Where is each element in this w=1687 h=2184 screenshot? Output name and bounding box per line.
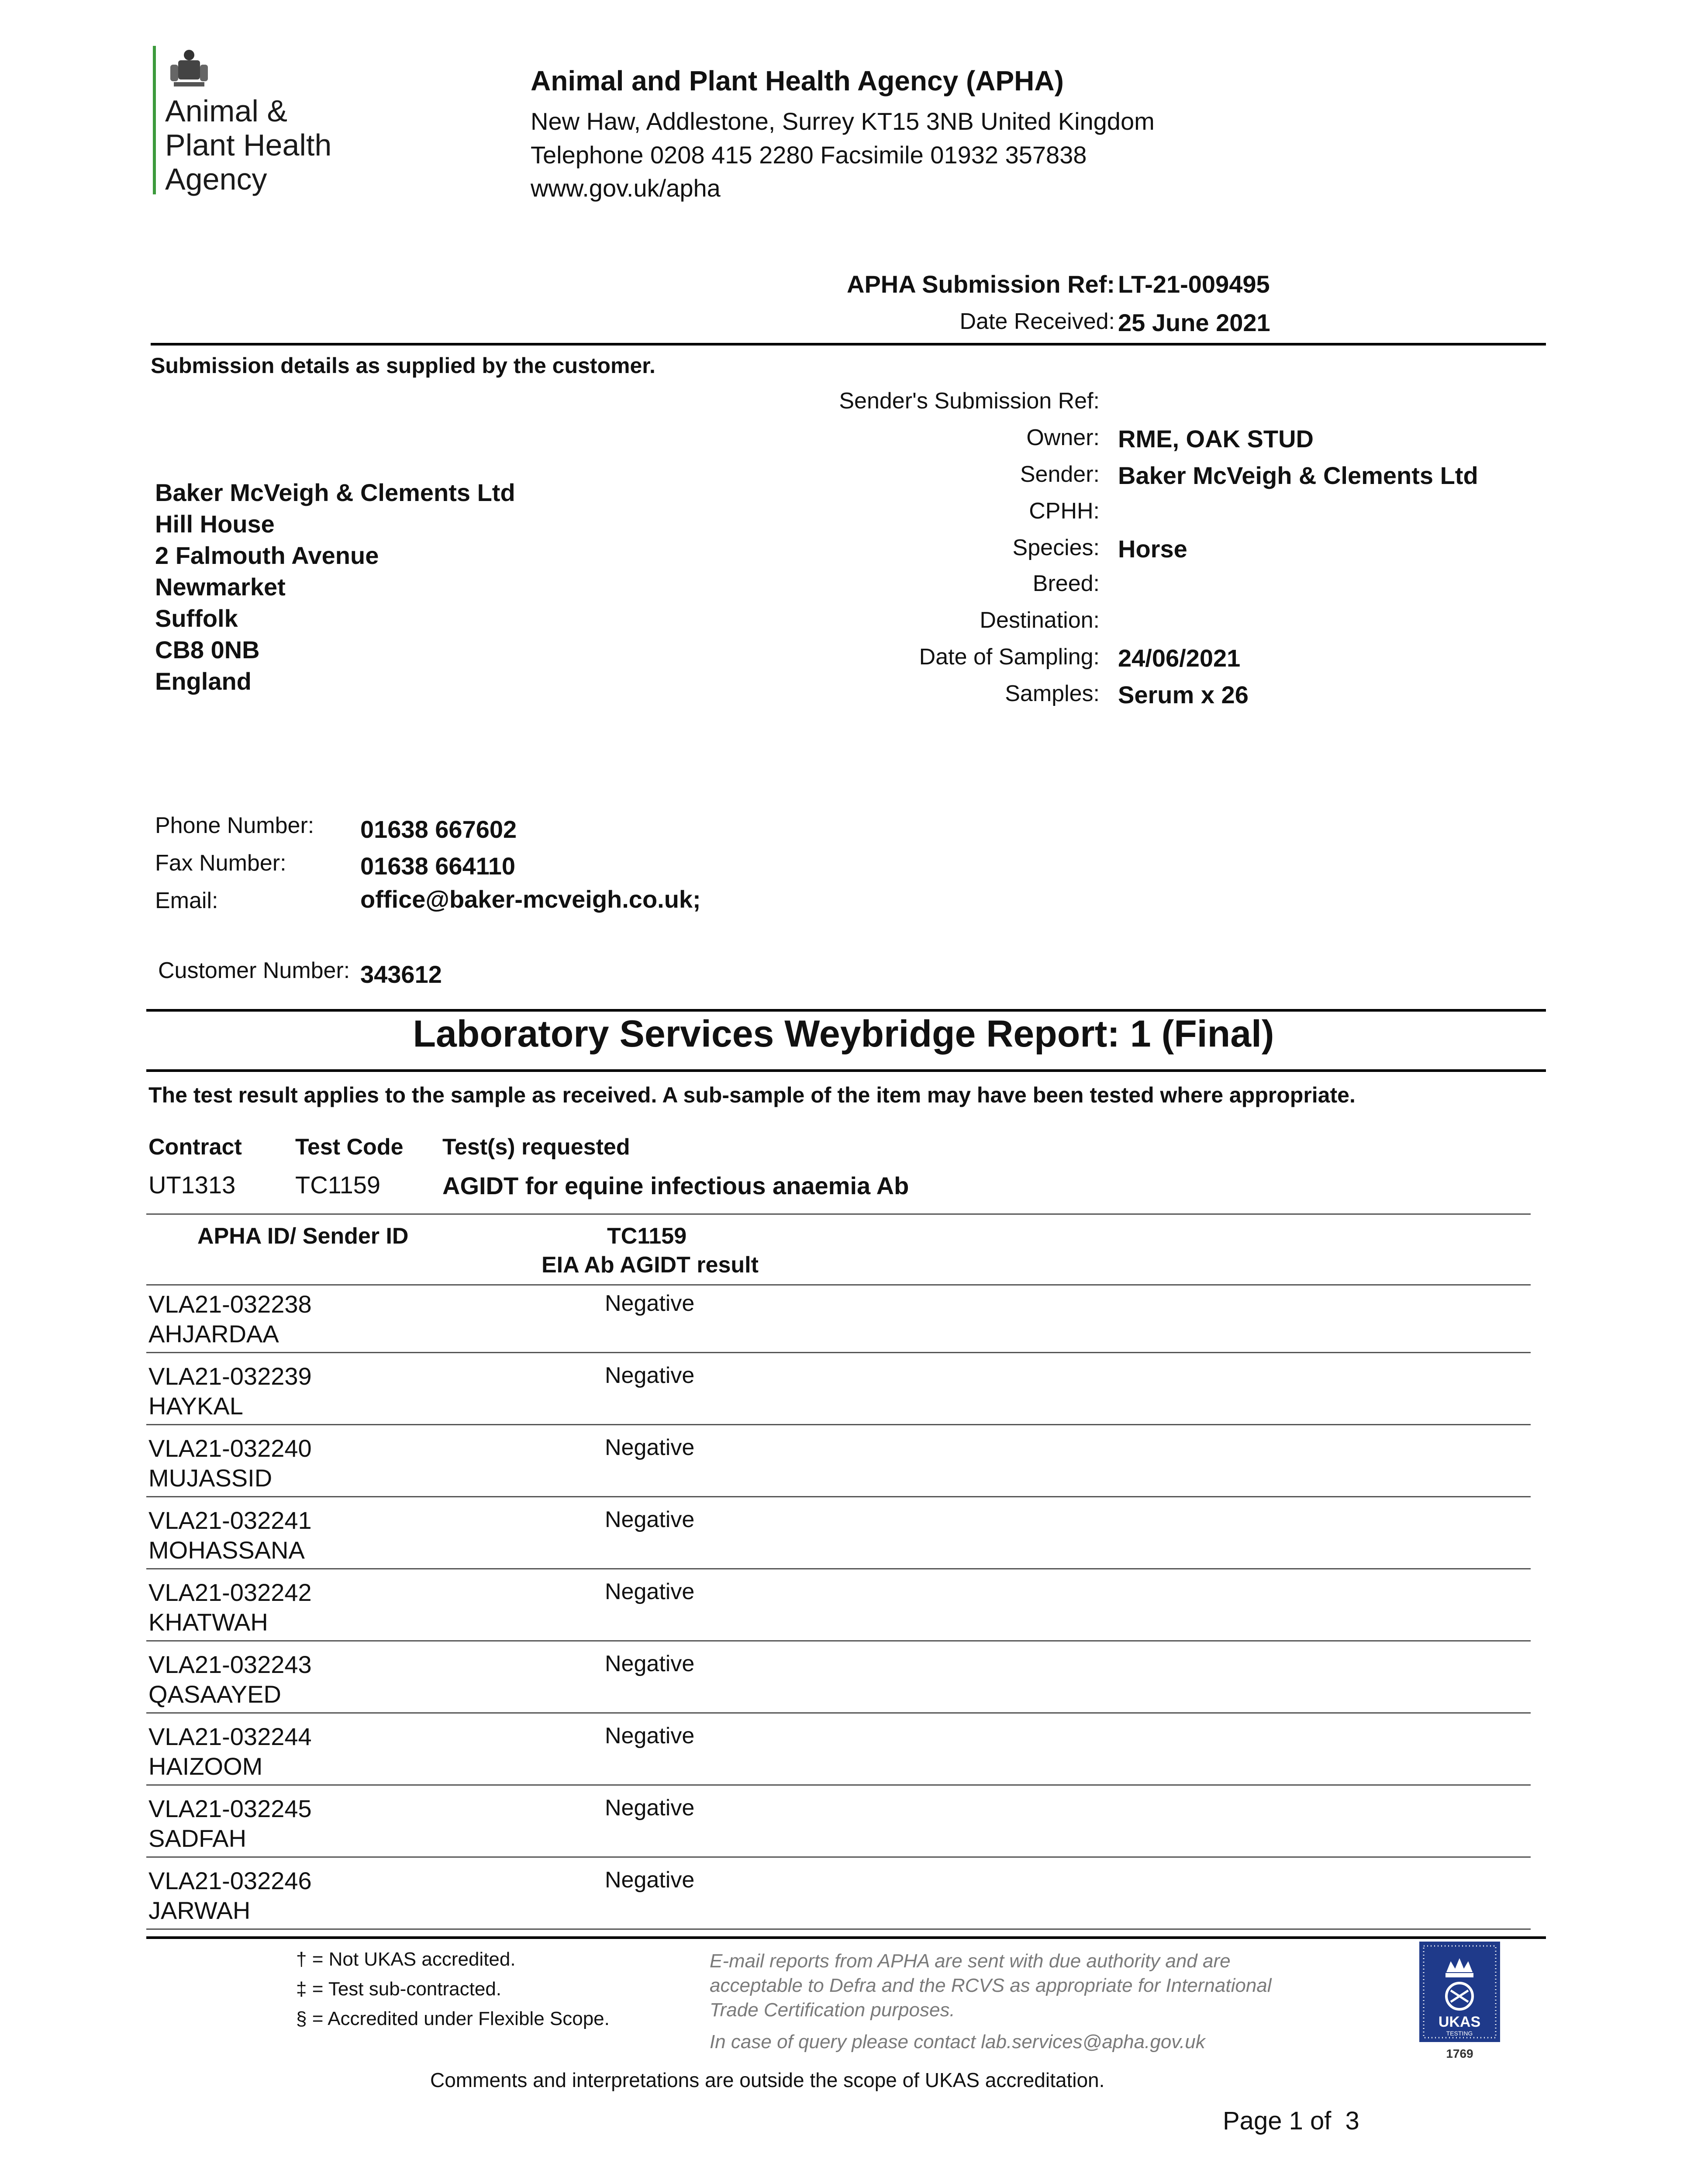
owner-value: RME, OAK STUD	[1118, 425, 1314, 453]
result-value: Negative	[605, 1579, 695, 1604]
id-column-header: APHA ID/ Sender ID	[197, 1223, 409, 1249]
address-line: CB8 0NB	[155, 636, 260, 663]
table-row	[148, 1506, 312, 1565]
email-value[interactable]: office@baker-mcveigh.co.uk;	[360, 885, 701, 913]
row-divider	[146, 1784, 1531, 1786]
row-divider	[146, 1856, 1531, 1858]
sender-id: SADFAH	[148, 1825, 247, 1852]
apha-id: VLA21-032240	[148, 1434, 312, 1462]
email-note-line: Trade Certification purposes.	[710, 1999, 955, 2021]
agency-title: Animal and Plant Health Agency (APHA)	[531, 65, 1064, 97]
query-note: In case of query please contact lab.services@apha.gov.uk	[710, 2031, 1205, 2053]
row-divider	[146, 1352, 1531, 1353]
agency-telephone: Telephone 0208 415 2280 Facsimile 01932 357838	[531, 141, 1087, 169]
report-notice: The test result applies to the sample as received. A sub-sample of the item may have been tested where appropriate.	[148, 1083, 1356, 1107]
apha-id: VLA21-032245	[148, 1795, 312, 1822]
address-line: Suffolk	[155, 605, 238, 632]
logo-line: Plant Health	[165, 128, 332, 162]
agency-address: New Haw, Addlestone, Surrey KT15 3NB United Kingdom	[531, 107, 1155, 135]
apha-id: VLA21-032243	[148, 1651, 312, 1678]
table-row	[148, 1650, 312, 1709]
address-line: Baker McVeigh & Clements Ltd	[155, 479, 515, 506]
sender-ref-label: Sender's Submission Ref:	[839, 388, 1100, 414]
address-line: England	[155, 667, 252, 695]
owner-label: Owner:	[1026, 425, 1100, 450]
result-value: Negative	[605, 1723, 695, 1749]
row-divider	[146, 1568, 1531, 1569]
result-value: Negative	[605, 1363, 695, 1388]
table-row	[148, 1722, 312, 1781]
test-code-value: TC1159	[295, 1171, 381, 1199]
submission-ref-value: LT-21-009495	[1118, 270, 1270, 298]
result-value: Negative	[605, 1651, 695, 1676]
fax-value: 01638 664110	[360, 852, 516, 880]
ukas-crown-icon	[1419, 1942, 1500, 2042]
ukas-badge	[1419, 1942, 1500, 2064]
phone-label: Phone Number:	[155, 813, 314, 838]
report-top-rule	[146, 1009, 1546, 1012]
species-label: Species:	[1012, 535, 1100, 560]
customer-number-label: Customer Number:	[158, 958, 350, 983]
sender-id: QASAAYED	[148, 1680, 281, 1708]
result-value: Negative	[605, 1291, 695, 1316]
row-divider	[146, 1712, 1531, 1714]
date-received-value: 25 June 2021	[1118, 309, 1270, 336]
row-divider	[146, 1640, 1531, 1641]
royal-crest-icon	[165, 47, 213, 91]
row-divider	[146, 1424, 1531, 1425]
result-value: Negative	[605, 1435, 695, 1460]
cphh-label: CPHH:	[1029, 498, 1100, 524]
tests-requested-header: Test(s) requested	[442, 1134, 630, 1160]
date-sampling-value: 24/06/2021	[1118, 644, 1241, 672]
header-divider	[151, 343, 1546, 346]
sender-id: HAYKAL	[148, 1392, 243, 1420]
apha-id: VLA21-032239	[148, 1362, 312, 1390]
sender-label: Sender:	[1020, 462, 1100, 487]
table-row	[148, 1289, 312, 1349]
row-divider	[146, 1928, 1531, 1930]
footnote-key: † = Not UKAS accredited.	[296, 1949, 516, 1970]
footer-rule	[146, 1936, 1546, 1939]
logo-bar	[153, 46, 156, 194]
result-code-header: TC1159	[607, 1223, 687, 1249]
email-note	[710, 1949, 1272, 2022]
sender-value: Baker McVeigh & Clements Ltd	[1118, 462, 1478, 489]
address-line: 2 Falmouth Avenue	[155, 542, 379, 569]
logo-line: Animal &	[165, 94, 288, 128]
table-row	[148, 1794, 312, 1853]
table-header-rule	[146, 1284, 1531, 1286]
sender-id: HAIZOOM	[148, 1752, 263, 1780]
destination-label: Destination:	[980, 608, 1100, 633]
comments-note: Comments and interpretations are outside the scope of UKAS accreditation.	[430, 2069, 1105, 2091]
apha-id: VLA21-032241	[148, 1507, 312, 1534]
customer-address	[155, 477, 515, 697]
email-label: Email:	[155, 888, 218, 913]
address-line: Hill House	[155, 510, 275, 538]
table-row	[148, 1578, 312, 1637]
address-line: Newmarket	[155, 573, 286, 601]
sender-id: JARWAH	[148, 1897, 251, 1924]
apha-id: VLA21-032242	[148, 1579, 312, 1606]
samples-label: Samples:	[1005, 681, 1100, 706]
page-number: Page 1 of 3	[1223, 2107, 1359, 2135]
result-name-header: EIA Ab AGIDT result	[542, 1252, 759, 1278]
email-note-line: E-mail reports from APHA are sent with due authority and are	[710, 1950, 1231, 1972]
footnote-key: § = Accredited under Flexible Scope.	[296, 2008, 610, 2029]
species-value: Horse	[1118, 535, 1187, 563]
test-code-header: Test Code	[295, 1134, 404, 1160]
contract-value: UT1313	[148, 1171, 236, 1199]
details-heading: Submission details as supplied by the customer.	[151, 353, 655, 378]
table-row	[148, 1434, 312, 1493]
sender-id: KHATWAH	[148, 1608, 268, 1636]
apha-id: VLA21-032246	[148, 1867, 312, 1894]
email-note-line: acceptable to Defra and the RCVS as appropriate for International	[710, 1975, 1272, 1996]
report-title: Laboratory Services Weybridge Report: 1 (Final)	[413, 1013, 1274, 1055]
table-top-rule	[146, 1213, 1531, 1215]
sender-id: MUJASSID	[148, 1464, 273, 1492]
footnote-key: ‡ = Test sub-contracted.	[296, 1978, 502, 2000]
table-row	[148, 1866, 312, 1925]
customer-number-value: 343612	[360, 961, 442, 988]
footnote-keys	[296, 1945, 610, 2034]
table-row	[148, 1362, 312, 1421]
submission-ref-label: APHA Submission Ref:	[847, 270, 1115, 298]
result-value: Negative	[605, 1795, 695, 1821]
samples-value: Serum x 26	[1118, 681, 1249, 708]
result-value: Negative	[605, 1867, 695, 1893]
agency-website[interactable]: www.gov.uk/apha	[531, 174, 721, 202]
breed-label: Breed:	[1032, 571, 1100, 596]
ukas-sub: TESTING	[1446, 2030, 1473, 2037]
test-name-value: AGIDT for equine infectious anaemia Ab	[442, 1172, 909, 1199]
logo-line: Agency	[165, 162, 267, 196]
fax-label: Fax Number:	[155, 850, 286, 876]
sender-id: MOHASSANA	[148, 1536, 305, 1564]
row-divider	[146, 1496, 1531, 1497]
apha-id: VLA21-032244	[148, 1723, 312, 1750]
apha-id: VLA21-032238	[148, 1290, 312, 1318]
agency-logo-text	[165, 94, 331, 196]
date-received-label: Date Received:	[959, 309, 1115, 334]
contract-header: Contract	[148, 1134, 242, 1160]
ukas-text: UKAS	[1438, 2014, 1481, 2030]
report-bottom-rule	[146, 1069, 1546, 1072]
result-value: Negative	[605, 1507, 695, 1532]
sender-id: AHJARDAA	[148, 1320, 279, 1348]
date-sampling-label: Date of Sampling:	[919, 644, 1100, 670]
ukas-number: 1769	[1446, 2047, 1473, 2060]
phone-value: 01638 667602	[360, 816, 517, 843]
